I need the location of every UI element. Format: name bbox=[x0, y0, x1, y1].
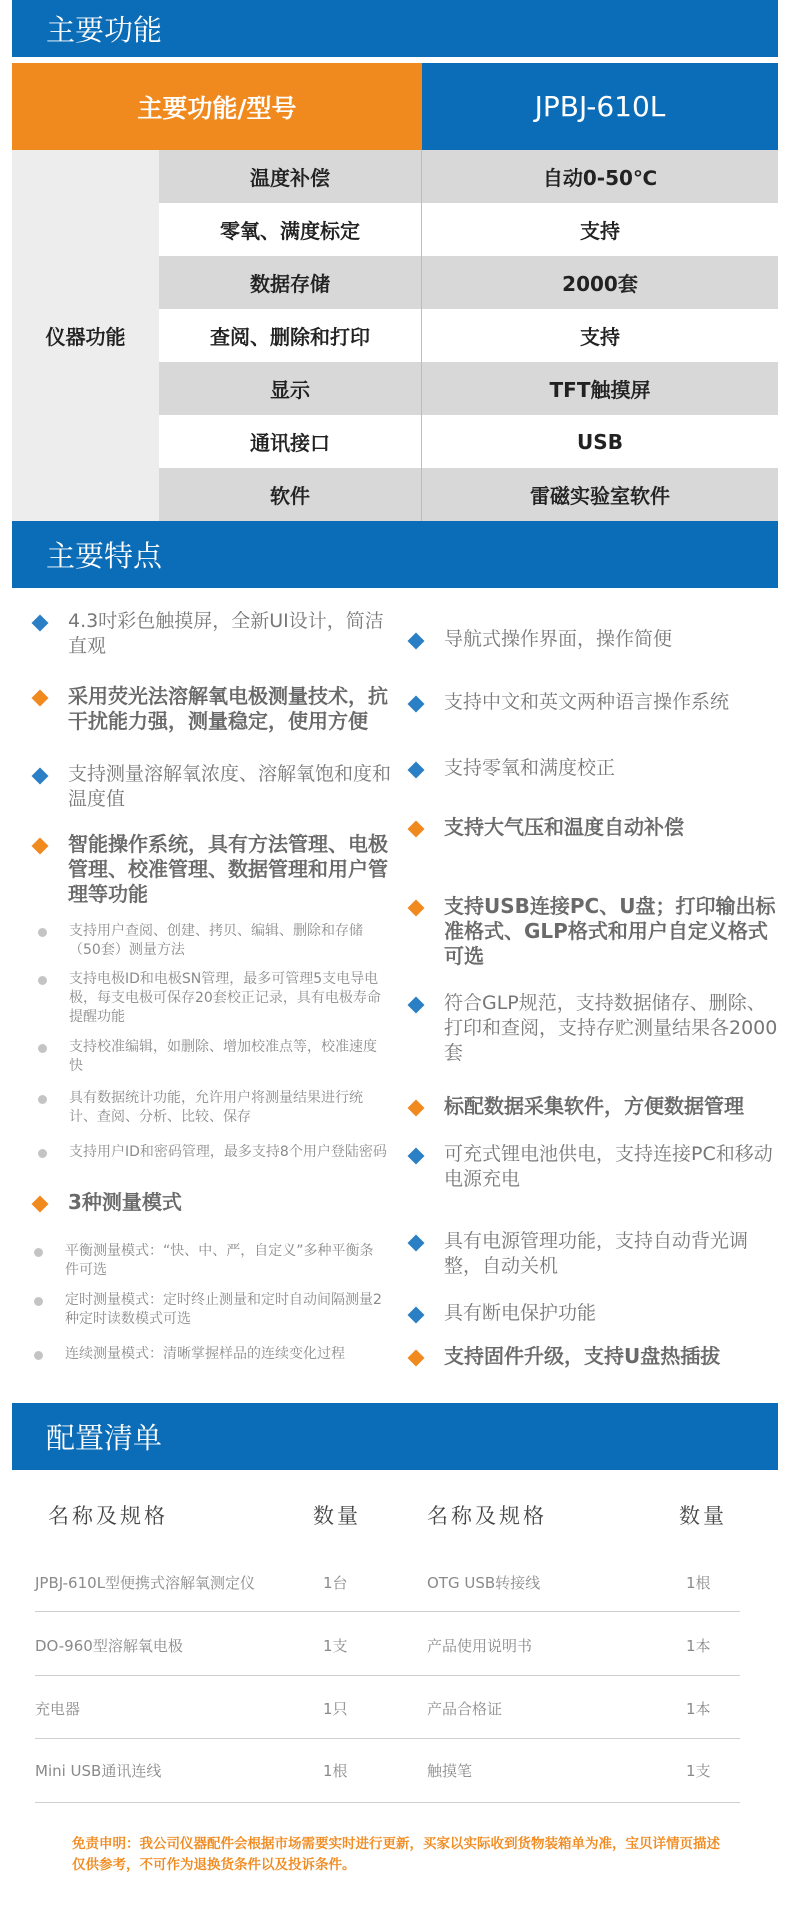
divider bbox=[35, 1802, 740, 1803]
feature-text: 智能操作系统，具有方法管理、电极管理、校准管理、数据管理和用户管理等功能 bbox=[68, 832, 388, 906]
feature-item bbox=[410, 690, 780, 715]
spec-row bbox=[159, 362, 778, 415]
spec-name: 通讯接口 bbox=[159, 415, 422, 468]
diamond-bullet-icon bbox=[32, 615, 49, 632]
mode-text: 定时测量模式：定时终止测量和定时自动间隔测量2种定时读数模式可选 bbox=[65, 1292, 382, 1327]
spec-value: 2000套 bbox=[562, 272, 638, 296]
sub-text: 支持用户ID和密码管理，最多支持8个用户登陆密码 bbox=[69, 1144, 387, 1160]
sub-text: 支持用户查阅、创建、拷贝、编辑、删除和存储（50套）测量方法 bbox=[69, 923, 363, 958]
sub-text: 具有数据统计功能，允许用户将测量结果进行统计、查阅、分析、比较、保存 bbox=[69, 1090, 363, 1125]
feature-text: 支持零氧和满度校正 bbox=[444, 757, 616, 779]
diamond-bullet-icon bbox=[32, 768, 49, 785]
diamond-bullet-icon bbox=[408, 997, 425, 1014]
dot-bullet-icon bbox=[38, 1044, 47, 1053]
feature-text: 具有断电保护功能 bbox=[444, 1302, 597, 1324]
feature-text: 支持USB连接PC、U盘；打印输出标准格式、GLP格式和用户自定义格式可选 bbox=[444, 894, 776, 968]
config-item-qty: 1只 bbox=[323, 1700, 348, 1718]
config-header-name-right: 名称及规格 bbox=[427, 1504, 547, 1528]
spec-name: 软件 bbox=[159, 468, 422, 521]
disclaimer-text: 免责申明：我公司仪器配件会根据市场需要实时进行更新，买家以实际收到货物装箱单为准，宝贝详情页描述仅供参考，不可作为退换货条件以及投诉条件。 bbox=[72, 1836, 720, 1873]
dot-bullet-icon bbox=[38, 1095, 47, 1104]
feature-text: 支持大气压和温度自动补偿 bbox=[444, 815, 684, 839]
dot-bullet-icon bbox=[38, 976, 47, 985]
dot-bullet-icon bbox=[34, 1351, 43, 1360]
feature-text: 标配数据采集软件，方便数据管理 bbox=[444, 1094, 744, 1118]
diamond-bullet-icon bbox=[408, 633, 425, 650]
feature-text: 支持固件升级，支持U盘热插拔 bbox=[444, 1344, 721, 1368]
sub-item bbox=[38, 1143, 388, 1162]
feature-text: 支持测量溶解氧浓度、溶解氧饱和度和温度值 bbox=[68, 763, 392, 810]
config-item-qty: 1根 bbox=[323, 1762, 348, 1780]
diamond-bullet-icon bbox=[408, 1350, 425, 1367]
sub-item bbox=[38, 970, 388, 1027]
spec-value: 支持 bbox=[580, 219, 620, 243]
config-item-qty: 1支 bbox=[323, 1637, 348, 1655]
feature-item bbox=[410, 627, 780, 652]
feature-text: 采用荧光法溶解氧电极测量技术，抗干扰能力强，测量稳定，使用方便 bbox=[68, 684, 388, 733]
sub-item bbox=[38, 922, 388, 960]
divider bbox=[35, 1611, 740, 1612]
config-item-qty: 1本 bbox=[686, 1637, 711, 1655]
diamond-bullet-icon bbox=[408, 762, 425, 779]
spec-name: 数据存储 bbox=[159, 256, 422, 309]
spec-value: USB bbox=[577, 429, 623, 454]
feature-item bbox=[34, 762, 394, 812]
feature-item bbox=[410, 756, 780, 781]
spec-name: 温度补偿 bbox=[159, 150, 422, 203]
spec-row bbox=[159, 309, 778, 362]
feature-item bbox=[34, 1190, 394, 1215]
mode-item bbox=[34, 1291, 384, 1329]
spec-name: 零氧、满度标定 bbox=[159, 203, 422, 256]
diamond-bullet-icon bbox=[408, 1235, 425, 1252]
config-item-qty: 1本 bbox=[686, 1700, 711, 1718]
spec-row bbox=[159, 203, 778, 256]
spec-group-label: 仪器功能 bbox=[12, 150, 159, 521]
feature-item bbox=[410, 1301, 780, 1326]
feature-text: 具有电源管理功能，支持自动背光调整，自动关机 bbox=[444, 1230, 749, 1277]
spec-value: 支持 bbox=[580, 325, 620, 349]
spec-header-model: JPBJ-610L bbox=[422, 63, 778, 150]
diamond-bullet-icon bbox=[32, 1196, 49, 1213]
sub-item bbox=[38, 1089, 388, 1127]
sub-item bbox=[38, 1038, 388, 1076]
spec-value: TFT触摸屏 bbox=[549, 378, 651, 402]
diamond-bullet-icon bbox=[408, 1148, 425, 1165]
config-header-name-left: 名称及规格 bbox=[48, 1504, 168, 1528]
diamond-bullet-icon bbox=[32, 838, 49, 855]
spec-name: 显示 bbox=[159, 362, 422, 415]
dot-bullet-icon bbox=[34, 1248, 43, 1257]
dot-bullet-icon bbox=[38, 1149, 47, 1158]
feature-item bbox=[410, 894, 780, 969]
sub-text: 支持电极ID和电极SN管理，最多可管理5支电导电极，每支电极可保存20套校正记录，具有电极寿命提醒功能 bbox=[69, 971, 381, 1025]
feature-item bbox=[410, 991, 780, 1066]
feature-item bbox=[410, 1229, 780, 1279]
diamond-bullet-icon bbox=[408, 1307, 425, 1324]
spec-row bbox=[159, 468, 778, 521]
mode-item bbox=[34, 1345, 384, 1364]
config-item-name: DO-960型溶解氧电极 bbox=[35, 1637, 183, 1655]
diamond-bullet-icon bbox=[408, 696, 425, 713]
config-item-name: JPBJ-610L型便携式溶解氧测定仪 bbox=[35, 1574, 256, 1592]
feature-item bbox=[34, 609, 394, 659]
config-item-qty: 1台 bbox=[323, 1574, 348, 1592]
sub-text: 支持校准编辑，如删除、增加校准点等，校准速度快 bbox=[69, 1039, 377, 1074]
diamond-bullet-icon bbox=[32, 690, 49, 707]
dot-bullet-icon bbox=[34, 1297, 43, 1306]
spec-table bbox=[12, 63, 778, 521]
feature-text: 符合GLP规范，支持数据储存、删除、打印和查阅，支持存贮测量结果各2000套 bbox=[444, 992, 778, 1064]
config-item-name: 充电器 bbox=[35, 1700, 81, 1718]
config-item-name: Mini USB通讯连线 bbox=[35, 1762, 162, 1780]
spec-value: 雷磁实验室软件 bbox=[530, 484, 670, 508]
dot-bullet-icon bbox=[38, 928, 47, 937]
divider bbox=[35, 1738, 740, 1739]
spec-name: 查阅、删除和打印 bbox=[159, 309, 422, 362]
config-item-name: 产品合格证 bbox=[427, 1700, 503, 1718]
section-title-config-list: 配置清单 bbox=[12, 1403, 778, 1470]
feature-text: 可充式锂电池供电，支持连接PC和移动电源充电 bbox=[444, 1143, 773, 1190]
section-title-main-features: 主要特点 bbox=[12, 521, 778, 588]
mode-text: 平衡测量模式：“快、中、严，自定义”多种平衡条件可选 bbox=[65, 1243, 374, 1278]
config-item-qty: 1根 bbox=[686, 1574, 711, 1592]
section-title-main-functions: 主要功能 bbox=[12, 0, 778, 57]
feature-item bbox=[410, 1344, 780, 1369]
config-item-name: OTG USB转接线 bbox=[427, 1574, 541, 1592]
diamond-bullet-icon bbox=[408, 900, 425, 917]
feature-item bbox=[34, 832, 394, 907]
diamond-bullet-icon bbox=[408, 821, 425, 838]
feature-item bbox=[410, 1094, 780, 1119]
spec-row bbox=[159, 150, 778, 203]
spec-value: 自动0-50℃ bbox=[542, 166, 658, 190]
spec-row bbox=[159, 415, 778, 468]
divider bbox=[35, 1675, 740, 1676]
feature-text: 导航式操作界面，操作简便 bbox=[444, 628, 673, 650]
mode-text: 连续测量模式：清晰掌握样品的连续变化过程 bbox=[65, 1346, 345, 1362]
feature-text: 3种测量模式 bbox=[68, 1190, 182, 1214]
feature-item bbox=[34, 684, 402, 734]
feature-item bbox=[410, 815, 780, 840]
config-header-qty-left: 数量 bbox=[313, 1504, 361, 1528]
diamond-bullet-icon bbox=[408, 1100, 425, 1117]
feature-text: 4.3吋彩色触摸屏，全新UI设计，简洁直观 bbox=[68, 610, 384, 657]
config-item-qty: 1支 bbox=[686, 1762, 711, 1780]
config-header-qty-right: 数量 bbox=[679, 1504, 727, 1528]
spec-row bbox=[159, 256, 778, 309]
spec-header-label: 主要功能/型号 bbox=[12, 63, 422, 150]
config-item-name: 触摸笔 bbox=[427, 1762, 473, 1780]
mode-item bbox=[34, 1242, 384, 1280]
feature-text: 支持中文和英文两种语言操作系统 bbox=[444, 691, 730, 713]
config-item-name: 产品使用说明书 bbox=[427, 1637, 533, 1655]
feature-item bbox=[410, 1142, 780, 1192]
